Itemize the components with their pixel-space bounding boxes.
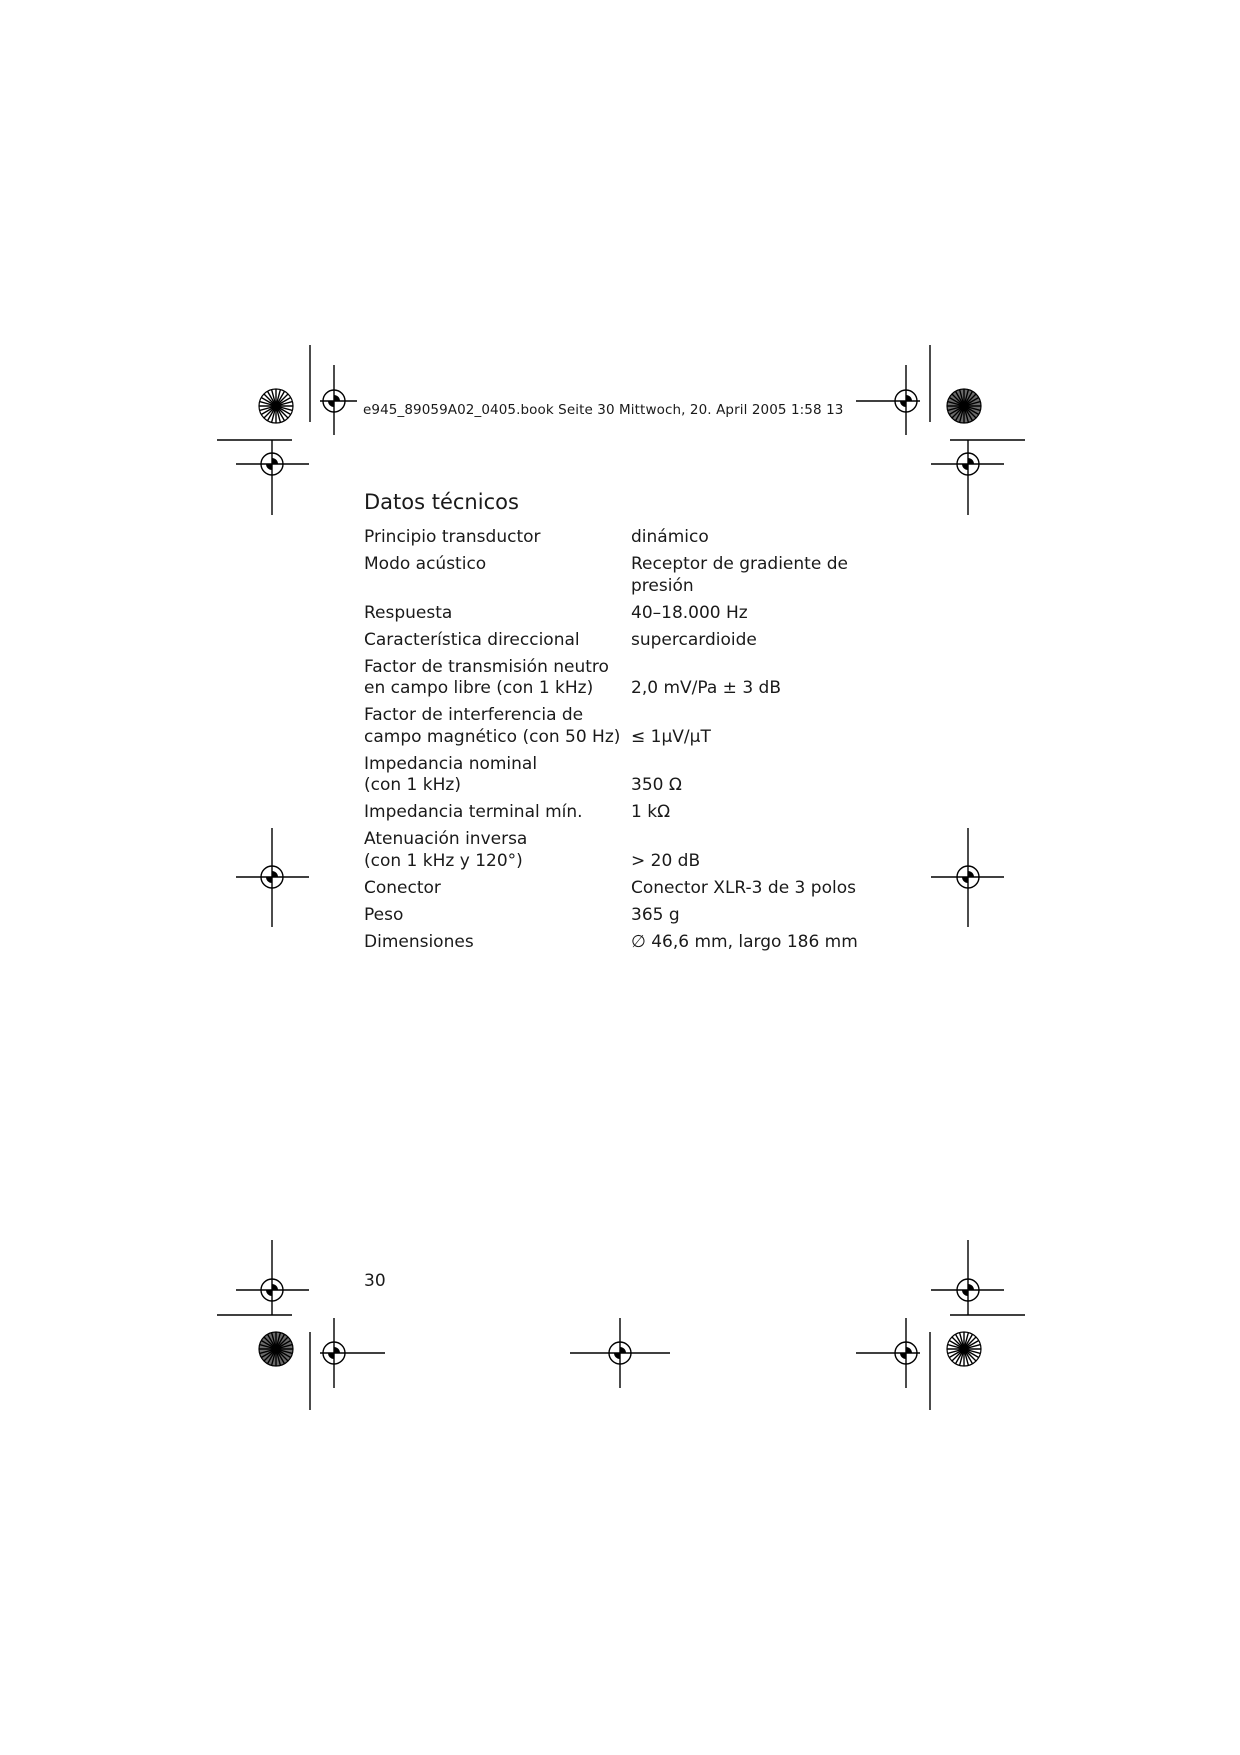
registration-mark-fill [272,458,278,464]
spec-label: Respuesta [364,602,453,623]
spec-value: > 20 dB [631,850,701,871]
registration-mark-fill [906,395,912,401]
specs-table [364,527,884,959]
spec-value: dinámico [631,527,709,547]
spec-label: Factor de transmisión neutro en campo libre (con 1 kHz) [364,656,609,698]
spec-label: Peso [364,904,404,925]
registration-mark-fill [968,458,974,464]
registration-mark-fill [962,464,968,470]
registration-mark-fill [962,1290,968,1296]
spec-label: Dimensiones [364,931,474,952]
registration-mark-fill [334,1347,340,1353]
spec-row [364,527,884,549]
registration-mark-fill [968,871,974,877]
spec-row [364,630,884,652]
spec-row [364,754,884,797]
registration-mark-fill [272,1284,278,1290]
registration-mark-fill [266,464,272,470]
spec-value: Conector XLR-3 de 3 polos [631,877,856,898]
spec-row [364,554,884,597]
spec-row [364,705,884,748]
spec-value: ≤ 1μV/μT [631,726,711,747]
registration-mark-fill [266,877,272,883]
spec-row [364,878,884,900]
spec-row [364,657,884,700]
spec-row [364,802,884,824]
spec-value: 1 kΩ [631,802,671,822]
registration-mark-fill [272,871,278,877]
spec-label: Impedancia terminal mín. [364,802,583,822]
spec-row [364,905,884,927]
registration-mark-fill [906,1347,912,1353]
registration-mark-fill [620,1347,626,1353]
registration-mark-fill [900,401,906,407]
spec-label: Factor de interferencia de campo magnético (con 50 Hz) [364,705,621,747]
registration-mark-fill [266,1290,272,1296]
registration-mark-fill [334,395,340,401]
spec-value: 365 g [631,904,680,925]
spec-value: 2,0 mV/Pa ± 3 dB [631,678,781,698]
spec-label: Atenuación inversa (con 1 kHz y 120°) [364,829,528,871]
spec-label: Característica direccional [364,629,580,650]
spec-label: Conector [364,877,441,898]
spec-row [364,829,884,872]
registration-mark-fill [328,401,334,407]
registration-mark-fill [968,1284,974,1290]
spec-row [364,932,884,954]
spec-row [364,603,884,625]
page-title: Datos técnicos [364,490,519,514]
page-number: 30 [364,1271,386,1291]
spec-value: 350 Ω [631,775,682,795]
spec-value: Receptor de gradiente de presión [631,554,848,596]
registration-mark-fill [614,1353,620,1359]
registration-mark-fill [328,1353,334,1359]
spec-value: supercardioide [631,629,757,650]
spec-label: Impedancia nominal (con 1 kHz) [364,753,538,795]
registration-mark-fill [962,877,968,883]
print-info-header: e945_89059A02_0405.book Seite 30 Mittwoch, 20. April 2005 1:58 13 [363,402,844,418]
registration-mark-fill [900,1353,906,1359]
spec-value: 40–18.000 Hz [631,602,748,623]
spec-value: ∅ 46,6 mm, largo 186 mm [631,931,858,952]
spec-label: Modo acústico [364,554,487,574]
spec-label: Principio transductor [364,527,541,547]
